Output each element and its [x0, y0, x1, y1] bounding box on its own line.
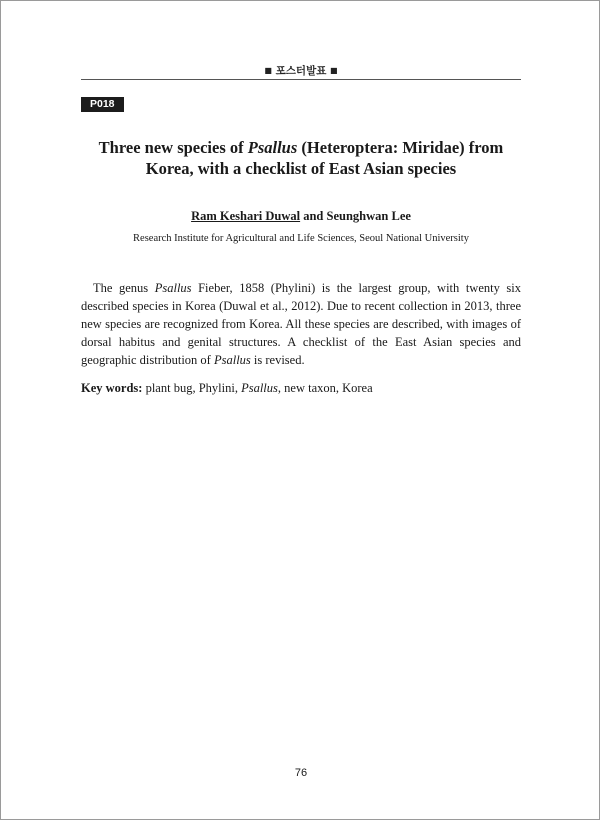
abstract-text-3: is revised. — [250, 353, 305, 367]
abstract-genus-2: Psallus — [213, 353, 251, 367]
author-joiner: and — [300, 209, 327, 223]
keywords-line — [81, 379, 521, 397]
header-divider — [81, 79, 521, 80]
authors — [81, 209, 521, 224]
title-part2: (Heteroptera: Miridae) from Korea, with a checklist of East Asian species — [145, 138, 504, 178]
abstract-text-1: The genus — [93, 281, 155, 295]
title-italic: Psallus — [247, 138, 298, 157]
poster-code-badge: P018 — [81, 97, 124, 112]
keywords-text-2: , new taxon, Korea — [277, 381, 373, 395]
header-bullet-left: ■ — [264, 66, 272, 75]
keywords-genus: Psallus — [241, 381, 278, 395]
abstract-paragraph — [81, 279, 521, 369]
abstract-genus-1: Psallus — [154, 281, 192, 295]
paper-title — [81, 137, 521, 179]
page-number: 76 — [294, 767, 308, 779]
author-presenting: Ram Keshari Duwal — [191, 209, 301, 223]
affiliation: Research Institute for Agricultural and Life Sciences, Seoul National University — [133, 233, 469, 244]
section-header — [81, 63, 521, 78]
keywords-text-1: plant bug, Phylini, — [142, 381, 242, 395]
title-part1: Three new species of — [98, 138, 248, 157]
header-bullet-right: ■ — [330, 66, 338, 75]
author-second: Seunghwan Lee — [326, 209, 411, 223]
keywords-label: Key words: — [81, 381, 143, 395]
header-label: 포스터발표 — [275, 65, 327, 77]
abstract-text-2: Fieber, 1858 (Phylini) is the largest group, with twenty six described species in Korea (Duwal et al., 2012). Due to recent collection in 2013, three new species are recognized from Korea. All these species are described, with images of dorsal habitus and genital structures. A checklist of the East Asian species and geographic distribution of — [81, 281, 521, 367]
